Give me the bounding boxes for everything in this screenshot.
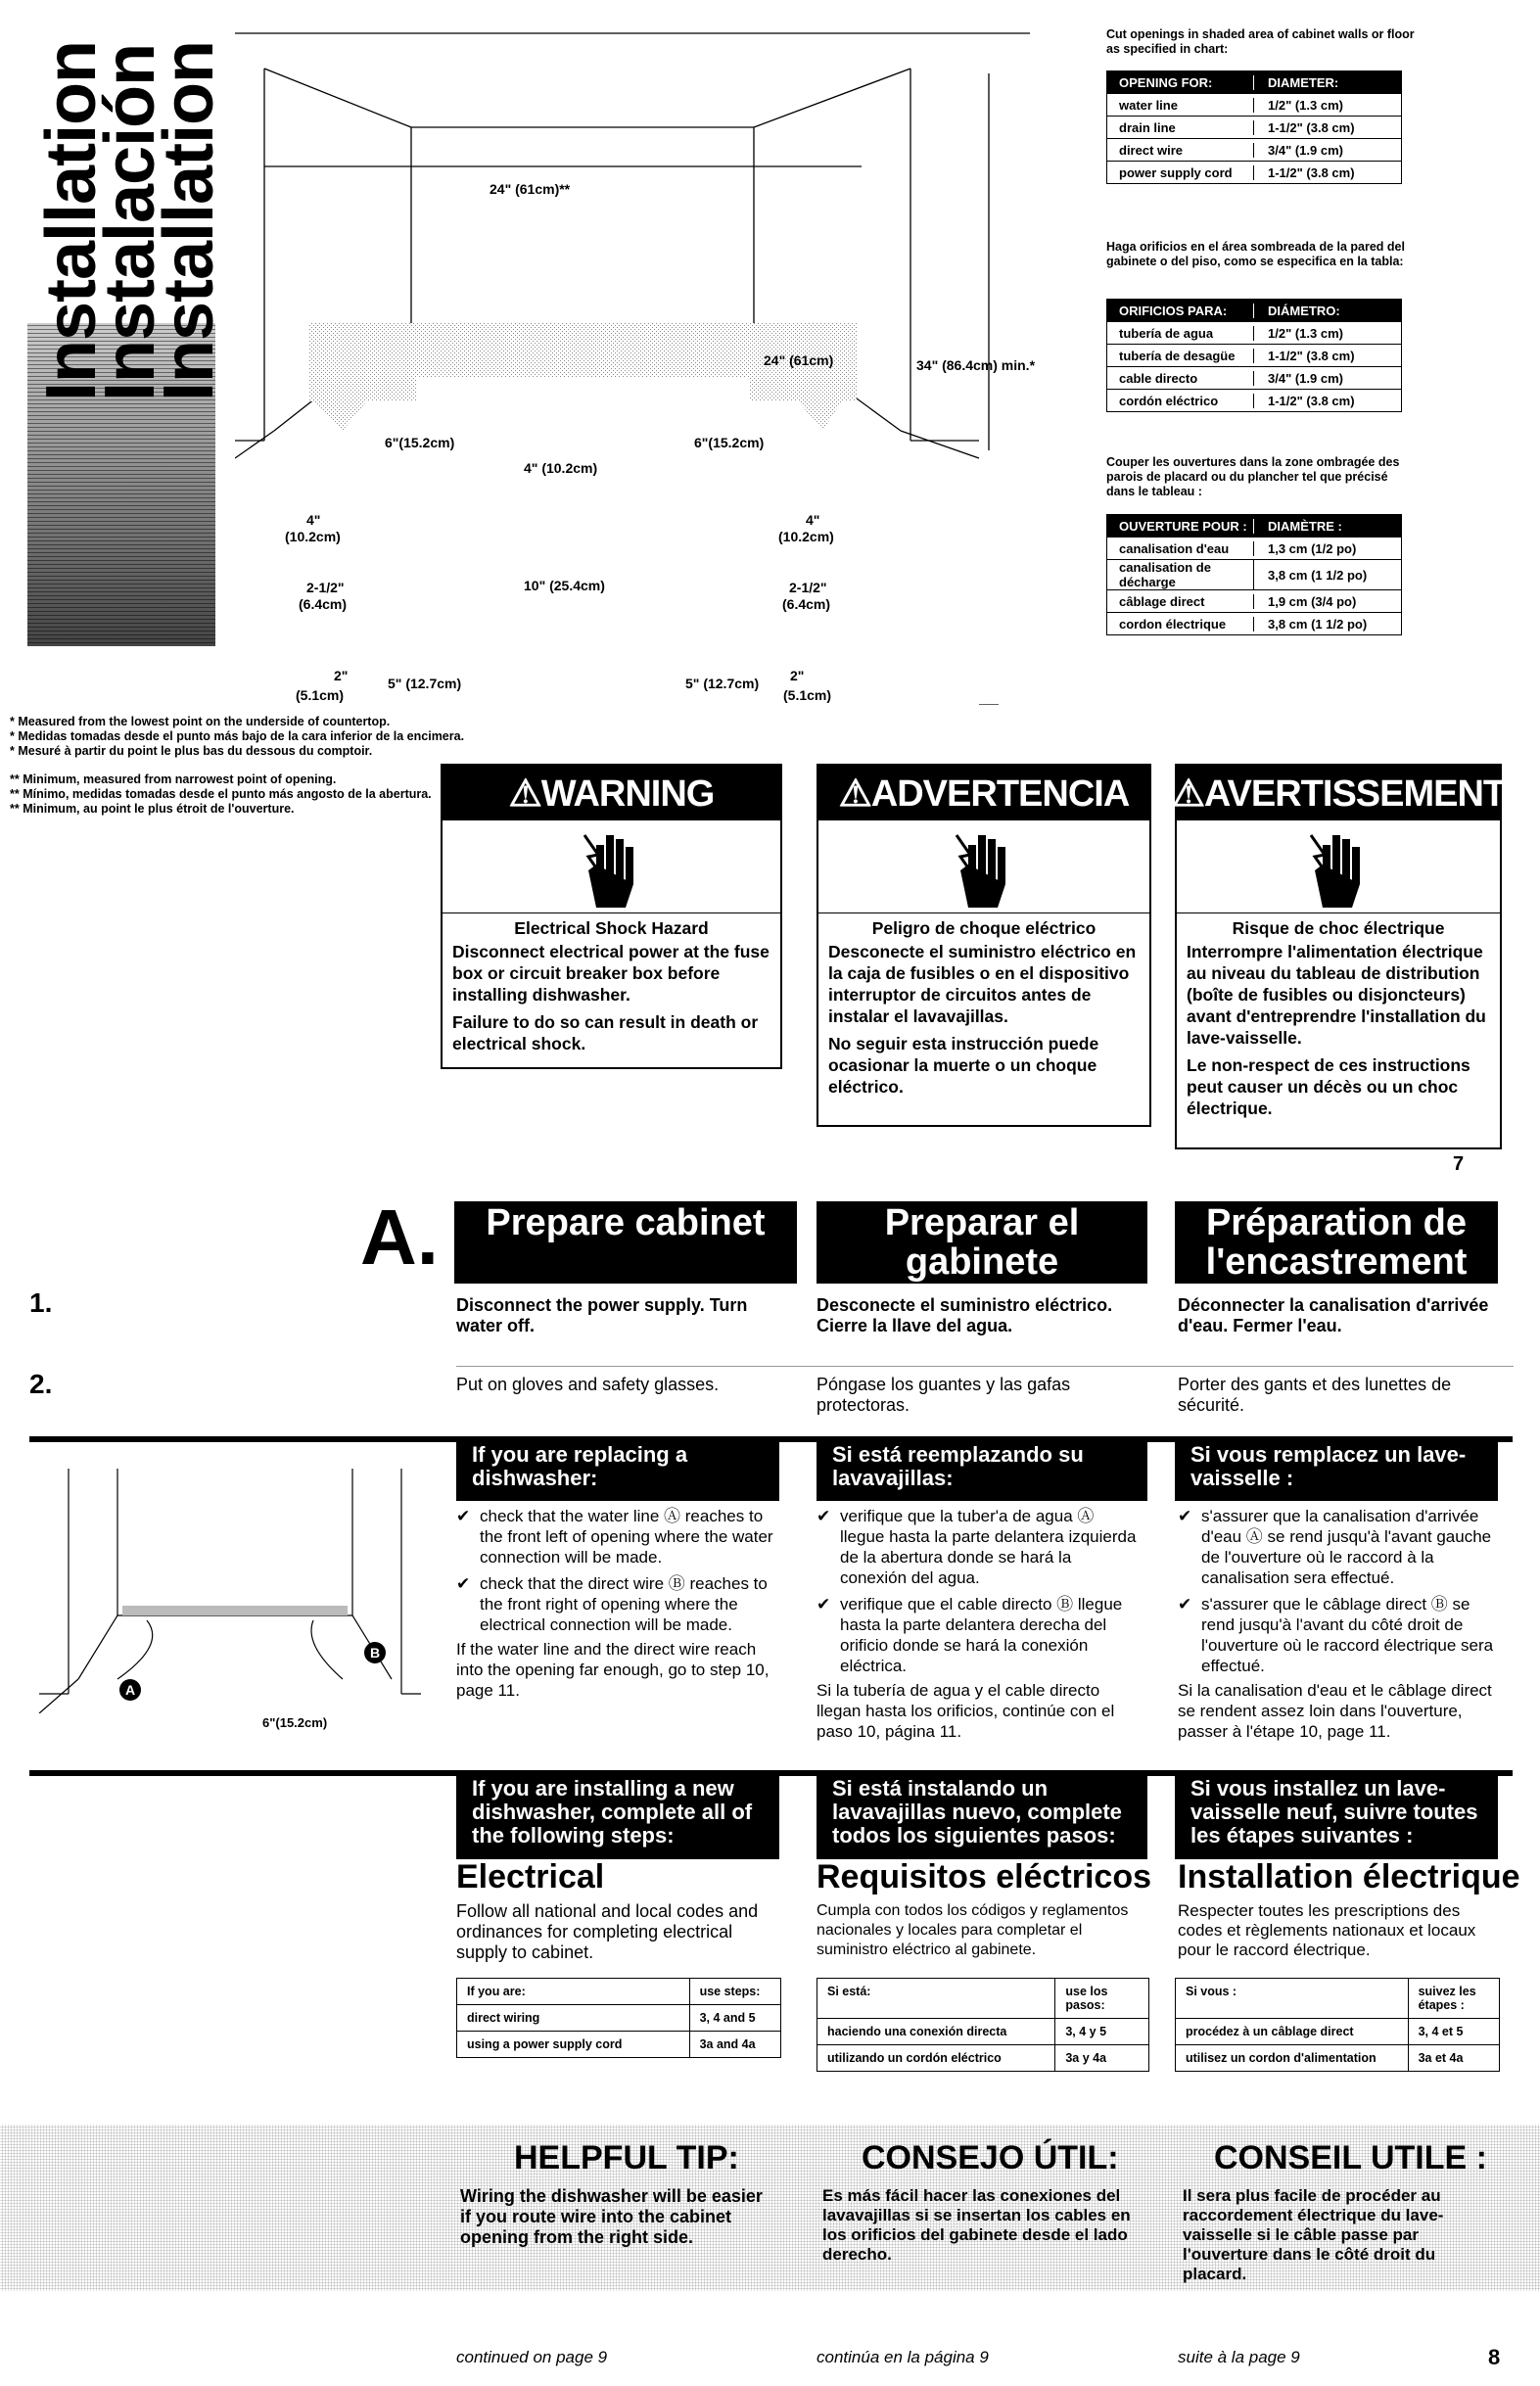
step-number: 2. <box>29 1369 53 1399</box>
checkmark-icon: ✔ <box>817 1595 831 1614</box>
warning-text: Failure to do so can result in death or electrical shock. <box>452 1012 759 1053</box>
warning-text: Interrompre l'alimentation électrique au niveau du tableau de distribution (boîte de fusibles ou disjoncteurs) avant d'entreprendre l'installation du lave-vaisselle. <box>1187 942 1486 1048</box>
electrical-text-en: Follow all national and local codes and ordinances for completing electrical supply to cabinet. <box>456 1901 759 1962</box>
footnote: * Mesuré à partir du point le plus bas du dessous du comptoir. <box>10 744 373 758</box>
replace-paragraph: If the water line and the direct wire reach into the opening far enough, go to step 10, page 11. <box>456 1640 770 1700</box>
label-10-center: 10" (25.4cm) <box>524 578 605 593</box>
opening-table-es <box>1106 299 1402 412</box>
label-34-height: 34" (86.4cm) min.* <box>916 357 1036 373</box>
footnote: ** Mínimo, medidas tomadas desde el punto más angosto de la abertura. <box>10 787 432 801</box>
section-letter: A. <box>360 1193 439 1281</box>
table-cell: câblage direct <box>1107 594 1254 609</box>
check-item: check that the direct wire Ⓑ reaches to the front right of opening where the electrical connection will be made. <box>480 1574 768 1634</box>
tip-title-en: HELPFUL TIP: <box>514 2139 739 2176</box>
step2-fr: Porter des gants et des lunettes de sécurité. <box>1178 1375 1452 1415</box>
footnote: ** Minimum, measured from narrowest point of opening. <box>10 772 337 786</box>
tip-body-en: Wiring the dishwasher will be easier if you route wire into the cabinet opening from the right side. <box>460 2186 763 2247</box>
table-header: suivez les étapes : <box>1418 1985 1476 2012</box>
step-number: 1. <box>29 1287 53 1318</box>
step1-es: Desconecte el suministro eléctrico. Cierre la llave del agua. <box>817 1295 1113 1335</box>
table-cell: 1-1/2" (3.8 cm) <box>1268 119 1355 135</box>
table-cell: cable directo <box>1107 371 1254 386</box>
warning-text: Le non-respect de ces instructions peut causer un décès ou un choc électrique. <box>1187 1055 1470 1118</box>
footer-continued-es: continúa en la página 9 <box>817 2348 989 2366</box>
warning-text: Desconecte el suministro eléctrico en la caja de fusibles o en el dispositivo interruptor de circuitos antes de instalar el lavavajillas. <box>828 942 1137 1026</box>
new-header-es: Si está instalando un lavavajillas nuevo, complete todos los siguientes pasos: <box>817 1773 1147 1859</box>
table-cell: canalisation de décharge <box>1107 560 1254 589</box>
table-cell: 3, 4 y 5 <box>1065 2025 1107 2038</box>
label-24-top: 24" (61cm)** <box>490 181 571 197</box>
table-cell: using a power supply cord <box>457 2032 690 2057</box>
check-item: verifique que la tuber'a de agua Ⓐ llegue hasta la parte delantera izquierda de la abertura donde se hará la conexión del agua. <box>840 1507 1137 1587</box>
table-header: Si está: <box>817 1979 1055 2018</box>
section-header-fr: Préparation de l'encastrement <box>1175 1201 1498 1284</box>
label-2-right-cm: (5.1cm) <box>783 687 832 703</box>
table-header: If you are: <box>457 1979 690 2004</box>
table-cell: 1,3 cm (1/2 po) <box>1268 540 1357 556</box>
electrical-title-es: Requisitos eléctricos <box>817 1858 1152 1895</box>
page-number: 8 <box>1488 2345 1501 2369</box>
check-item: check that the water line Ⓐ reaches to the front left of opening where the water connection will be made. <box>480 1507 773 1567</box>
replace-paragraph: Si la tubería de agua y el cable directo llegan hasta los orificios, continúe con el paso 10, página 11. <box>817 1681 1115 1741</box>
sidebar-word-fr: Installation <box>150 40 228 401</box>
checkmark-icon: ✔ <box>1178 1595 1192 1614</box>
step1-fr: Déconnecter la canalisation d'arrivée d'eau. Fermer l'eau. <box>1178 1295 1489 1335</box>
table-cell: 1-1/2" (3.8 cm) <box>1268 393 1355 408</box>
table-cell: 3,8 cm (1 1/2 po) <box>1268 567 1368 583</box>
sidebar-word-es: Instalación <box>91 43 169 401</box>
sidebar-word-en: Installation <box>32 40 111 401</box>
label-2-5-right-cm: (6.4cm) <box>782 596 831 612</box>
label-2-5-right-in: 2-1/2" <box>789 580 827 595</box>
footnote: ** Minimum, au point le plus étroit de l'ouverture. <box>10 802 295 816</box>
warning-header: ⚠AVERTISSEMENT <box>1177 766 1500 820</box>
table-cell: procédez à un câblage direct <box>1176 2019 1409 2044</box>
opening-table-en <box>1106 70 1402 184</box>
table-intro-fr: Couper les ouvertures dans la zone ombragée des parois de placard ou du plancher tel que précisé dans le tableau : <box>1106 455 1400 498</box>
replace-header-fr: Si vous remplacez un lave-vaisselle : <box>1175 1439 1498 1501</box>
warning-text: Disconnect electrical power at the fuse box or circuit breaker box before installing dishwasher. <box>452 942 770 1005</box>
table-intro-en: Cut openings in shaded area of cabinet walls or floor as specified in chart: <box>1106 27 1415 56</box>
table-intro-es: Haga orificios en el área sombreada de la pared del gabinete o del piso, como se especifica en la tabla: <box>1106 240 1405 268</box>
footer-continued-en: continued on page 9 <box>456 2348 608 2366</box>
warning-title: Electrical Shock Hazard <box>514 918 709 938</box>
steps-table-en <box>456 1978 781 2058</box>
table-cell: direct wire <box>1107 143 1254 158</box>
replacement-diagram <box>29 1459 421 1713</box>
warning-box-fr <box>1171 764 1506 1149</box>
table-cell: 3a y 4a <box>1065 2051 1107 2065</box>
tip-body-fr: Il sera plus facile de procéder au raccordement électrique du lave-vaisselle si le câble passe par l'ouverture dans le côté droit du placard. <box>1183 2186 1444 2283</box>
label-5-right: 5" (12.7cm) <box>685 676 760 691</box>
section-header-es: Preparar el gabinete <box>817 1201 1147 1284</box>
label-6-left: 6"(15.2cm) <box>385 435 455 450</box>
checkmark-icon: ✔ <box>456 1507 471 1525</box>
label-2-5-left-in: 2-1/2" <box>306 580 345 595</box>
table-cell: direct wiring <box>457 2005 690 2031</box>
step2-en: Put on gloves and safety glasses. <box>456 1375 720 1394</box>
replace-paragraph: Si la canalisation d'eau et le câblage direct se rendent assez loin dans l'ouverture, passer à l'étape 10, page 11. <box>1178 1681 1492 1741</box>
table-cell: utilizando un cordón eléctrico <box>817 2045 1055 2071</box>
check-item: verifique que el cable directo Ⓑ llegue hasta la parte delantera derecha del orificio donde se hará la conexión eléctrica. <box>840 1595 1123 1675</box>
label-4-right-cm: (10.2cm) <box>778 529 834 544</box>
table-header: DIAMETER: <box>1268 74 1339 90</box>
tip-title-fr: CONSEIL UTILE : <box>1214 2139 1487 2176</box>
table-header: OPENING FOR: <box>1107 75 1254 90</box>
table-cell: 3/4" (1.9 cm) <box>1268 142 1343 158</box>
footer-continued-fr: suite à la page 9 <box>1178 2348 1300 2366</box>
footnote: * Measured from the lowest point on the underside of countertop. <box>10 715 391 728</box>
table-cell: 1,9 cm (3/4 po) <box>1268 593 1357 609</box>
table-cell: 3, 4 and 5 <box>699 2011 756 2025</box>
table-header: use steps: <box>699 1985 761 1998</box>
table-header: DIAMÈTRE : <box>1268 518 1342 534</box>
footnote: * Medidas tomadas desde el punto más bajo de la cara inferior de la encimera. <box>10 729 465 743</box>
electrical-title-en: Electrical <box>456 1858 605 1895</box>
table-header: DIÁMETRO: <box>1268 303 1340 318</box>
hand-shock-icon <box>818 820 1149 913</box>
callout-b-icon: B <box>364 1642 386 1663</box>
small-diagram-dim: 6"(15.2cm) <box>262 1715 328 1730</box>
table-cell: 1/2" (1.3 cm) <box>1268 97 1343 113</box>
electrical-title-fr: Installation électrique <box>1178 1858 1520 1895</box>
replace-body-fr <box>1178 1506 1501 1742</box>
new-header-fr: Si vous installez un lave-vaisselle neuf, suivre toutes les étapes suivantes : <box>1175 1773 1498 1859</box>
tip-title-es: CONSEJO ÚTIL: <box>862 2139 1119 2176</box>
check-item: s'assurer que la canalisation d'arrivée d'eau Ⓐ se rend jusqu'à l'avant gauche de l'ouverture où le raccord à la canalisation sera effectué. <box>1201 1507 1492 1587</box>
table-cell: 3a and 4a <box>699 2037 756 2051</box>
new-header-en: If you are installing a new dishwasher, complete all of the following steps: <box>456 1773 779 1859</box>
checkmark-icon: ✔ <box>456 1574 471 1593</box>
opening-table-fr <box>1106 514 1402 635</box>
label-4-right-in: 4" <box>806 512 820 528</box>
warning-title: Peligro de choque eléctrico <box>871 918 1097 938</box>
label-2-left-in: 2" <box>334 668 349 683</box>
table-cell: 1/2" (1.3 cm) <box>1268 325 1343 341</box>
table-cell: tubería de agua <box>1107 326 1254 341</box>
table-cell: canalisation d'eau <box>1107 541 1254 556</box>
table-cell: haciendo una conexión directa <box>817 2019 1055 2044</box>
label-2-right-in: 2" <box>790 668 805 683</box>
checkmark-icon: ✔ <box>1178 1507 1192 1525</box>
step2-es: Póngase los guantes y las gafas protectoras. <box>817 1375 1071 1415</box>
table-cell: cordon électrique <box>1107 617 1254 632</box>
label-6-right: 6"(15.2cm) <box>694 435 765 450</box>
hand-shock-icon <box>443 820 780 913</box>
label-4-left-in: 4" <box>306 512 321 528</box>
callout-a-icon: A <box>119 1679 141 1701</box>
electrical-text-fr: Respecter toutes les prescriptions des codes et règlements nationaux et locaux pour le raccord électrique. <box>1178 1901 1476 1959</box>
label-4-left-cm: (10.2cm) <box>285 529 341 544</box>
hand-shock-icon <box>1177 820 1500 913</box>
warning-header: ⚠ADVERTENCIA <box>818 766 1149 820</box>
table-header: OUVERTURE POUR : <box>1107 519 1254 534</box>
label-5-left: 5" (12.7cm) <box>388 676 462 691</box>
replace-header-es: Si está reemplazando su lavavajillas: <box>817 1439 1147 1501</box>
label-2-5-left-cm: (6.4cm) <box>299 596 348 612</box>
check-item: s'assurer que le câblage direct Ⓑ se rend jusqu'à l'avant du côté droit de l'ouverture où le raccord électrique sera effectué. <box>1201 1595 1494 1675</box>
table-cell: cordón eléctrico <box>1107 394 1254 408</box>
checkmark-icon: ✔ <box>817 1507 831 1525</box>
replace-body-es <box>817 1506 1140 1742</box>
table-cell: utilisez un cordon d'alimentation <box>1176 2045 1409 2071</box>
warning-title: Risque de choc électrique <box>1232 918 1445 938</box>
replace-header-en: If you are replacing a dishwasher: <box>456 1439 779 1501</box>
replace-body-en <box>456 1506 779 1701</box>
tip-body-es: Es más fácil hacer las conexiones del lavavajillas si se insertan los cables en los orificios del gabinete desde el lado derecho. <box>822 2186 1131 2264</box>
table-cell: 3/4" (1.9 cm) <box>1268 370 1343 386</box>
steps-table-fr <box>1175 1978 1500 2072</box>
table-cell: tubería de desagüe <box>1107 349 1254 363</box>
table-cell: 3a et 4a <box>1418 2051 1464 2065</box>
footnotes <box>10 715 470 817</box>
warning-text: No seguir esta instrucción puede ocasionar la muerte o un choque eléctrico. <box>828 1034 1099 1097</box>
label-4-center: 4" (10.2cm) <box>524 460 598 476</box>
section-header-en: Prepare cabinet <box>454 1201 797 1284</box>
table-cell: power supply cord <box>1107 165 1254 180</box>
steps-table-es <box>817 1978 1149 2072</box>
table-cell: 1-1/2" (3.8 cm) <box>1268 348 1355 363</box>
electrical-text-es: Cumpla con todos los códigos y reglamentos nacionales y locales para completar el suministro eléctrico al gabinete. <box>817 1902 1129 1958</box>
sidebar-title <box>27 40 228 646</box>
table-header: use los pasos: <box>1065 1985 1108 2012</box>
warning-box-en <box>441 764 782 1069</box>
step1-en: Disconnect the power supply. Turn water off. <box>456 1295 748 1335</box>
table-cell: water line <box>1107 98 1254 113</box>
table-cell: drain line <box>1107 120 1254 135</box>
warning-box-es <box>817 764 1151 1127</box>
table-cell: 1-1/2" (3.8 cm) <box>1268 164 1355 180</box>
label-2-left-cm: (5.1cm) <box>296 687 345 703</box>
table-header: ORIFICIOS PARA: <box>1107 304 1254 318</box>
table-header: Si vous : <box>1176 1979 1409 2018</box>
label-24-depth: 24" (61cm) <box>764 352 834 368</box>
page-number-top: 7 <box>1453 1153 1465 1175</box>
table-cell: 3, 4 et 5 <box>1418 2025 1464 2038</box>
warning-header: ⚠WARNING <box>443 766 780 820</box>
divider <box>456 1366 1514 1367</box>
table-cell: 3,8 cm (1 1/2 po) <box>1268 616 1368 632</box>
